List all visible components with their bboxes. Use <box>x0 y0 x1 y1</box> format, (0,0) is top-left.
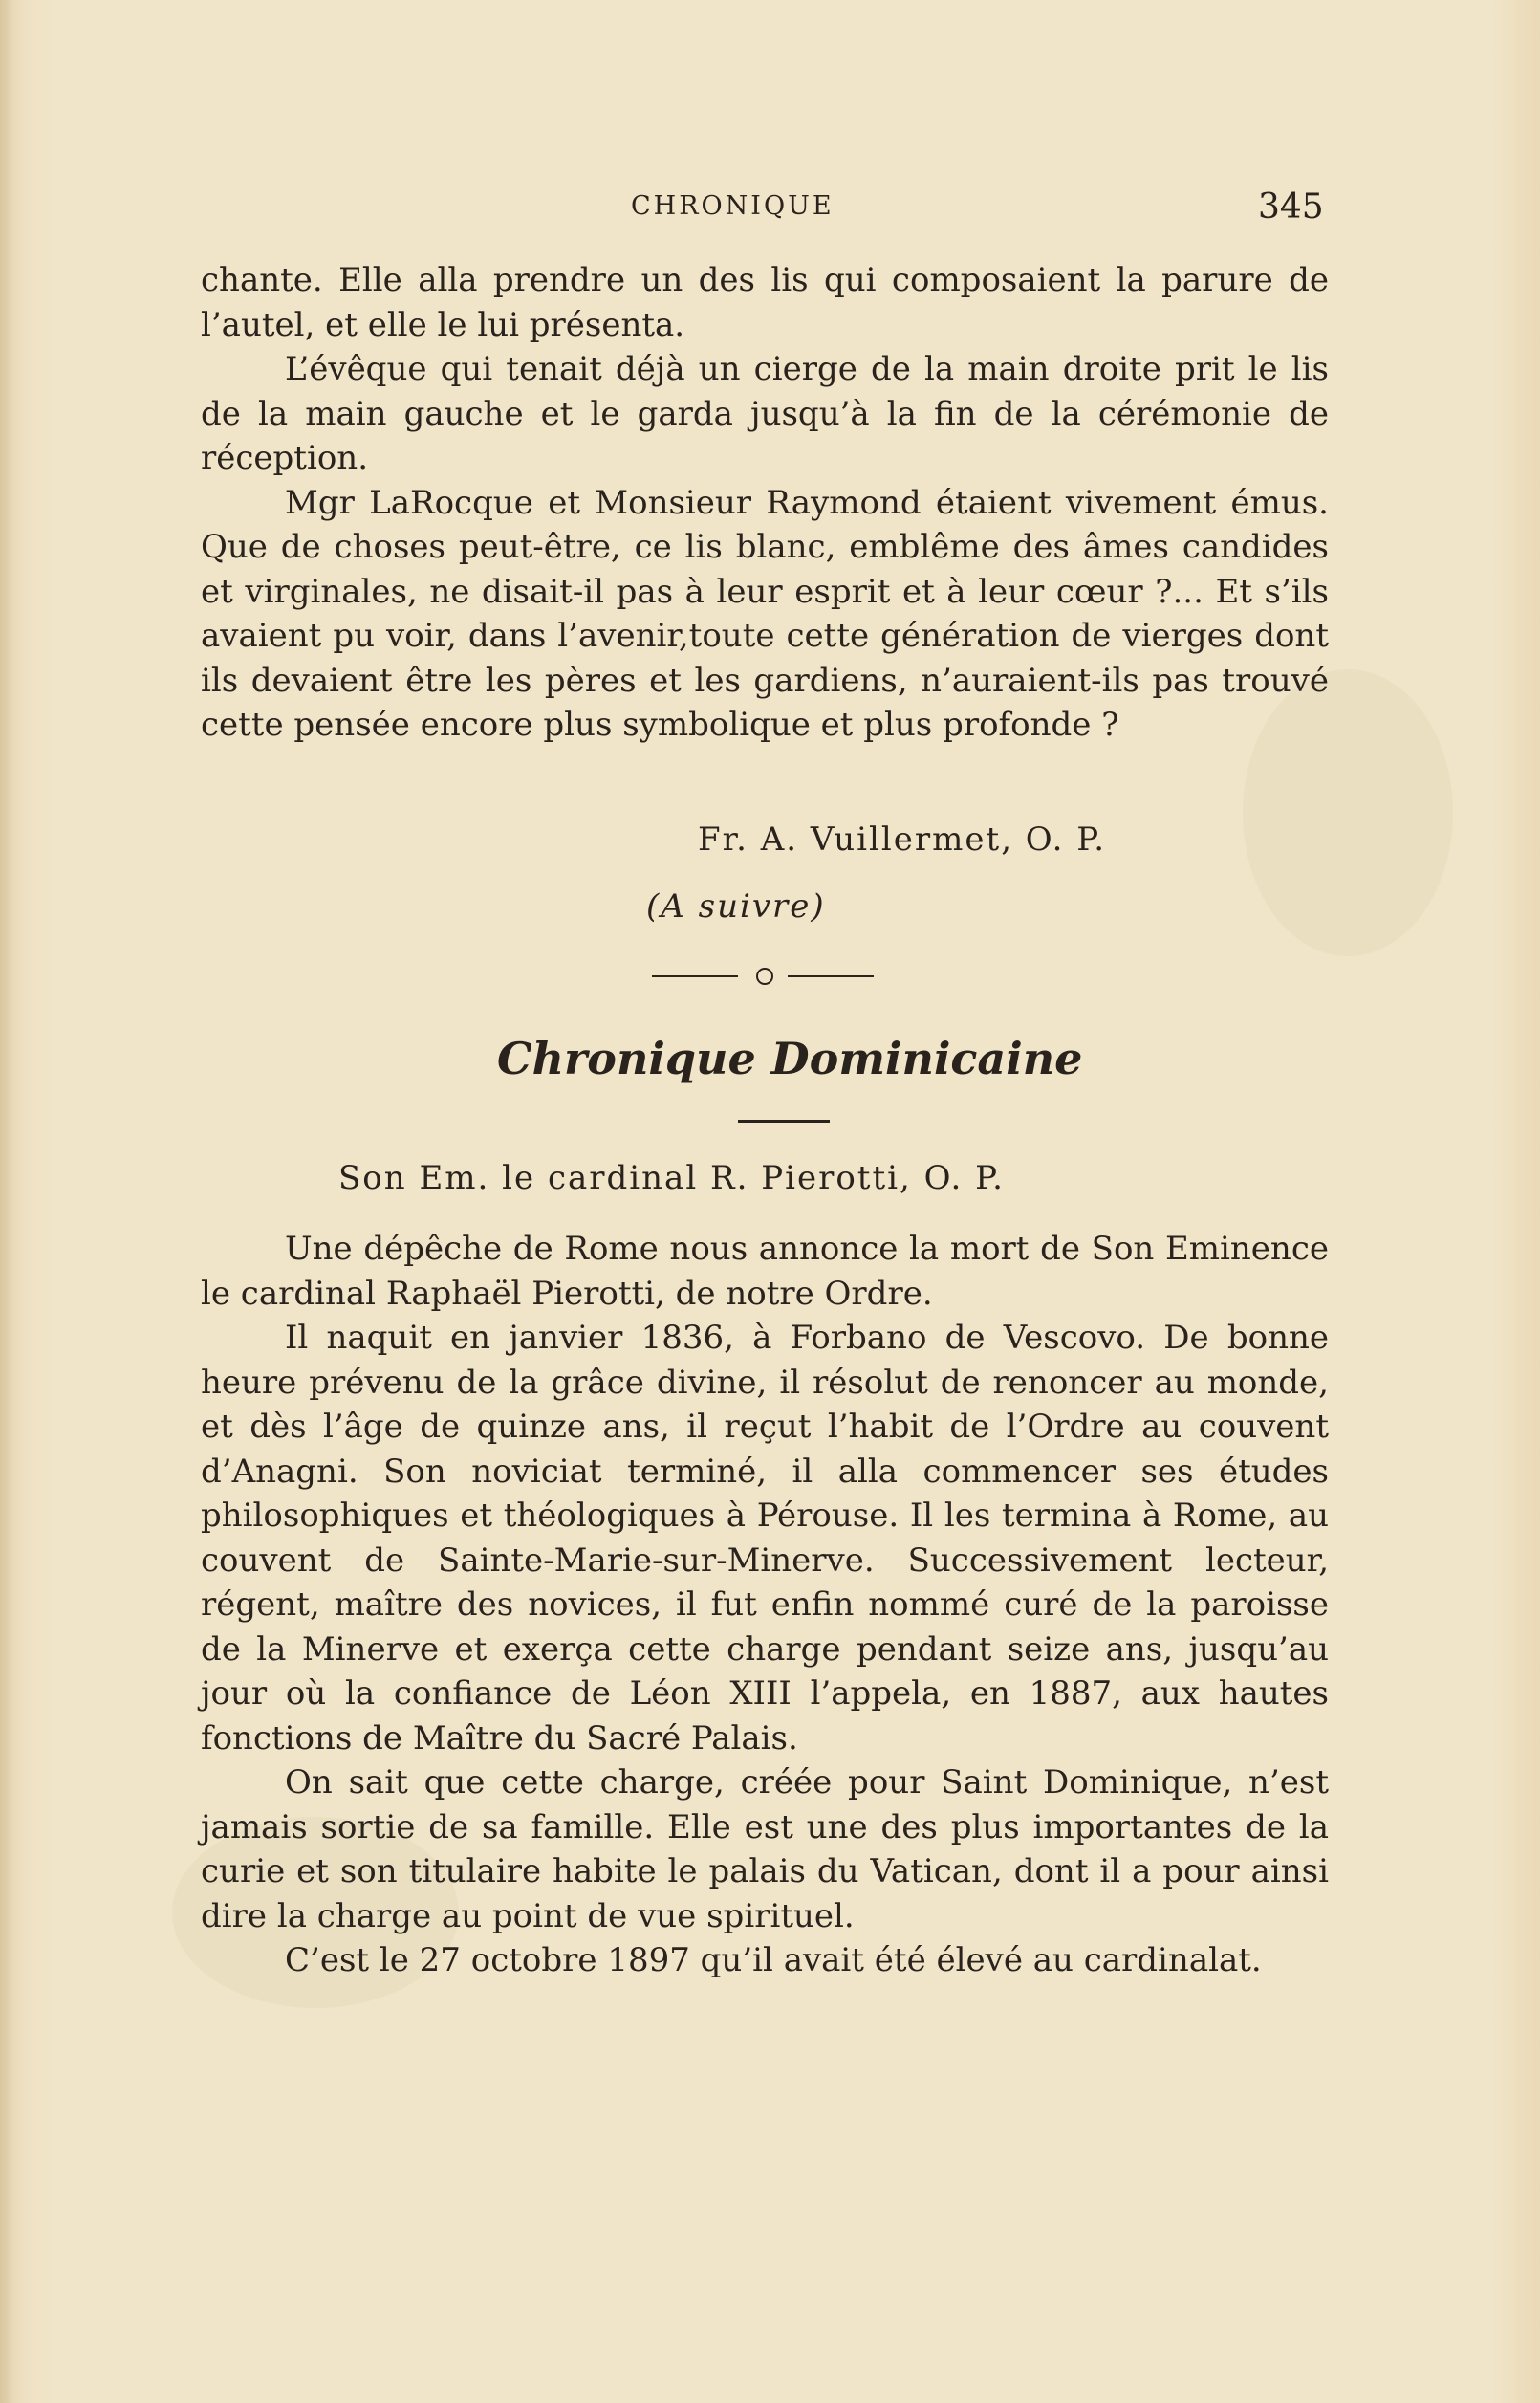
paragraph: L’évêque qui tenait déjà un cierge de la main droite prit le lis de la main gauche et le garda jusqu’à la fin de la cérémonie de réception. <box>201 350 1329 477</box>
running-title: CHRONIQUE <box>631 191 835 221</box>
page-number: 345 <box>1258 187 1324 227</box>
article-end-text <box>201 258 1329 748</box>
separator-line <box>652 975 738 977</box>
author-signature: Fr. A. Vuillermet, O. P. <box>698 820 1107 859</box>
paragraph: C’est le 27 octobre 1897 qu’il avait été élevé au cardinalat. <box>285 1941 1262 1979</box>
running-header <box>0 187 1540 235</box>
section-title: Chronique Dominicaine <box>497 1033 1083 1084</box>
subheading: Son Em. le cardinal R. Pierotti, O. P. <box>338 1159 1005 1197</box>
section-separator <box>652 961 881 990</box>
page-edge-shadow <box>0 0 13 2403</box>
paragraph: Mgr LaRocque et Monsieur Raymond étaient vivement émus. Que de choses peut-être, ce lis blanc, emblême des âmes candides et virginales, ne disait-il pas à leur esprit et à leur cœur ?... Et s’ils avaient pu voir, dans l’avenir,toute cette génération de vierges dont ils devaient être les pères et les gardiens, n’auraient-ils pas trouvé cette pensée encore plus symbolique et plus profonde ? <box>201 483 1329 744</box>
separator-ornament <box>756 968 773 985</box>
paragraph: Une dépêche de Rome nous annonce la mort de Son Eminence le cardinal Raphaël Pierotti, de notre Ordre. <box>201 1230 1329 1313</box>
to-be-continued: (A suivre) <box>646 887 826 926</box>
paragraph: On sait que cette charge, créée pour Saint Dominique, n’est jamais sortie de sa famille. Elle est une des plus importantes de la curie et son titulaire habite le palais du Vatican, dont il a pour ainsi dire la charge au point de vue spirituel. <box>201 1763 1329 1935</box>
separator-line <box>788 975 874 977</box>
section-text <box>201 1227 1329 1983</box>
paragraph: Il naquit en janvier 1836, à Forbano de Vescovo. De bonne heure prévenu de la grâce divine, il résolut de renoncer au monde, et dès l’âge de quinze ans, il reçut l’habit de l’Ordre au couvent d’Anagni. Son noviciat terminé, il alla commencer ses études philosophiques et théologiques à Pérouse. Il les termina à Rome, au couvent de Sainte-Marie-sur-Minerve. Successivement lecteur, régent, maître des novices, il fut enfin nommé curé de la paroisse de la Minerve et exerça cette charge pendant seize ans, jusqu’au jour où la confiance de Léon XIII l’appela, en 1887, aux hautes fonctions de Maître du Sacré Palais. <box>201 1319 1329 1758</box>
paragraph: chante. Elle alla prendre un des lis qui composaient la parure de l’autel, et elle le lui présenta. <box>201 261 1329 344</box>
title-rule <box>738 1120 830 1123</box>
